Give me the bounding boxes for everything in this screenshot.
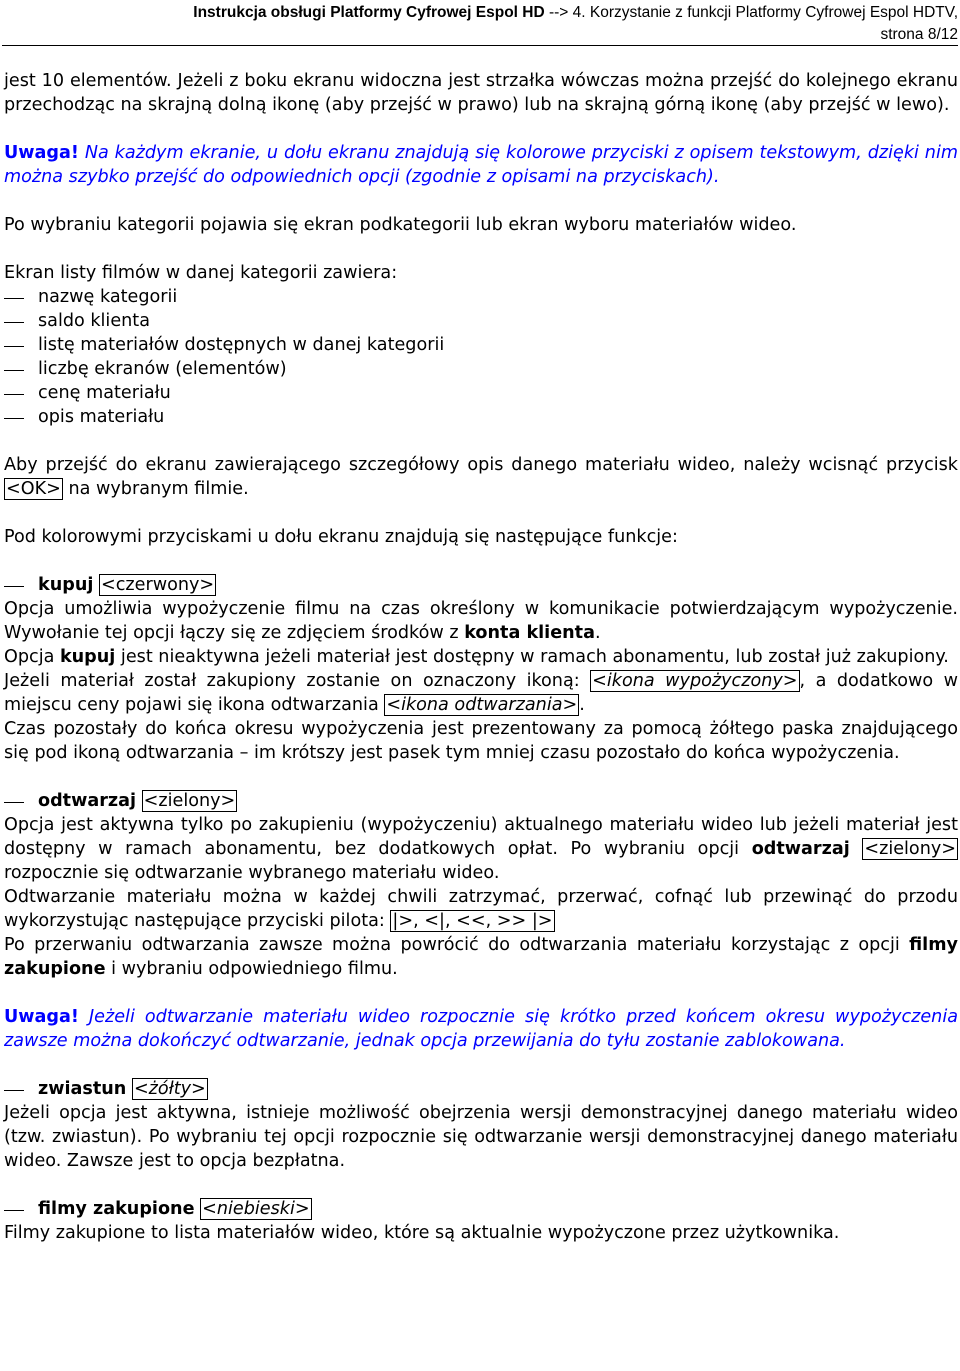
list-intro: Ekran listy filmów w danej kategorii zawiera: xyxy=(4,263,398,283)
note-text: Na każdym ekranie, u dołu ekranu znajdują się kolorowe przyciski z opisem tekstowym, dzięki nim można szybko przejść do odpowiednich opcji (zgodnie z opisami na przyciskach). xyxy=(4,143,958,187)
page-header xyxy=(193,2,958,46)
green-button-tag: <zielony> xyxy=(864,839,957,859)
contents-list xyxy=(4,285,958,429)
dash-bullet xyxy=(4,322,24,323)
list-item: cenę materiału xyxy=(4,381,958,405)
list-item: listę materiałów dostępnych w danej kategorii xyxy=(4,333,958,357)
header-page-number: strona 8/12 xyxy=(880,26,958,43)
dash-bullet xyxy=(4,802,24,803)
dash-bullet xyxy=(4,394,24,395)
note-label: Uwaga! xyxy=(4,1007,79,1027)
red-button-tag: <czerwony> xyxy=(100,575,215,595)
list-item: nazwę kategorii xyxy=(4,285,958,309)
note-colored-buttons xyxy=(4,141,958,189)
dash-bullet xyxy=(4,298,24,299)
yellow-button-tag: <żółty> xyxy=(133,1079,206,1099)
section-zwiastun-heading: zwiastun <żółty> xyxy=(4,1077,958,1101)
green-button-tag: <zielony> xyxy=(143,791,236,811)
list-item: saldo klienta xyxy=(4,309,958,333)
kupuj-time-bar: Czas pozostały do końca okresu wypożyczenia jest prezentowany za pomocą żółtego paska znajdującego się pod ikoną odtwarzania – im krótszy jest pasek tym mniej czasu pozostało do końca wypożyczenia. xyxy=(4,719,958,763)
kupuj-description: Opcja umożliwia wypożyczenie filmu na czas określony w komunikacie potwierdzającym wypożyczenie. Wywołanie tej opcji łączy się ze zdjęciem środków z konta klienta. xyxy=(4,599,958,643)
note-label: Uwaga! xyxy=(4,143,79,163)
blue-button-tag: <niebieski> xyxy=(202,1199,310,1219)
list-item: opis materiału xyxy=(4,405,958,429)
paragraph-elements: jest 10 elementów. Jeżeli z boku ekranu widoczna jest strzałka wówczas można przejść do kolejnego ekranu przechodząc na skrajną dolną ikonę (aby przejść w prawo) lub na skrajną górną ikonę (aby przejść w lewo). xyxy=(4,71,958,115)
rented-icon-tag: <ikona wypożyczony> xyxy=(592,671,798,691)
dash-bullet xyxy=(4,346,24,347)
note-rewind-blocked xyxy=(4,1005,958,1053)
section-kupuj-heading: kupuj <czerwony> xyxy=(4,573,958,597)
document-body xyxy=(4,69,958,1245)
dash-bullet xyxy=(4,1210,24,1211)
odtwarzaj-description: Opcja jest aktywna tylko po zakupieniu (wypożyczeniu) aktualnego materiału wideo lub jeżeli materiał jest dostępny w ramach abonamentu, bez dodatkowych opłat. Po wybraniu opcji odtwarzaj <zielony> rozpocznie się odtwarzanie wybranego materiału wideo. xyxy=(4,815,958,883)
dash-bullet xyxy=(4,370,24,371)
paragraph-ok-button: Aby przejść do ekranu zawierającego szczegółowy opis danego materiału wideo, należy wcisnąć przycisk <OK> na wybranym filmie. xyxy=(4,455,958,499)
filmy-description: Filmy zakupione to lista materiałów wideo, które są aktualnie wypożyczone przez użytkownika. xyxy=(4,1223,840,1243)
paragraph-functions-intro: Pod kolorowymi przyciskami u dołu ekranu znajdują się następujące funkcje: xyxy=(4,527,678,547)
paragraph-subcategory: Po wybraniu kategorii pojawia się ekran podkategorii lub ekran wyboru materiałów wideo. xyxy=(4,215,797,235)
section-odtwarzaj-heading: odtwarzaj <zielony> xyxy=(4,789,958,813)
ok-key-label: <OK> xyxy=(6,479,61,499)
header-divider xyxy=(2,45,958,46)
zwiastun-description: Jeżeli opcja jest aktywna, istnieje możliwość obejrzenia wersji demonstracyjnej danego materiału wideo (tzw. zwiastun). Po wybraniu tej opcji rozpocznie się odtwarzanie wersji demonstracyjnej danego materiału wideo. Zawsze jest to opcja bezpłatna. xyxy=(4,1103,958,1171)
dash-bullet xyxy=(4,418,24,419)
play-icon-tag: <ikona odtwarzania> xyxy=(386,695,578,715)
header-breadcrumb: --> 4. Korzystanie z funkcji Platformy Cyfrowej Espol HDTV, xyxy=(544,4,958,21)
dash-bullet xyxy=(4,586,24,587)
dash-bullet xyxy=(4,1090,24,1091)
header-title: Instrukcja obsługi Platformy Cyfrowej Espol HD xyxy=(193,4,545,21)
kupuj-icons: Jeżeli materiał został zakupiony zostanie on oznaczony ikoną: <ikona wypożyczony> , a dodatkowo w miejscu ceny pojawi się ikona odtwarzania <ikona odtwarzania> . xyxy=(4,671,958,715)
odtwarzaj-controls: Odtwarzanie materiału można w każdej chwili zatrzymać, przerwać, cofnąć lub przewinąć do przodu wykorzystując następujące przyciski pilota: |>, <|, <<, >> |> xyxy=(4,887,958,931)
list-item: liczbę ekranów (elementów) xyxy=(4,357,958,381)
kupuj-inactive: Opcja kupuj jest nieaktywna jeżeli materiał jest dostępny w ramach abonamentu, lub został już zakupiony. xyxy=(4,647,949,667)
section-filmy-heading: filmy zakupione <niebieski> xyxy=(4,1197,958,1221)
remote-keys-tag: |>, <|, <<, >> |> xyxy=(392,911,553,931)
odtwarzaj-resume: Po przerwaniu odtwarzania zawsze można powrócić do odtwarzania materiału korzystając z opcji filmy zakupione i wybraniu odpowiedniego filmu. xyxy=(4,935,958,979)
note-text: Jeżeli odtwarzanie materiału wideo rozpocznie się krótko przed końcem okresu wypożyczenia zawsze można dokończyć odtwarzanie, jednak opcja przewijania do tyłu zostanie zablokowana. xyxy=(4,1007,958,1051)
